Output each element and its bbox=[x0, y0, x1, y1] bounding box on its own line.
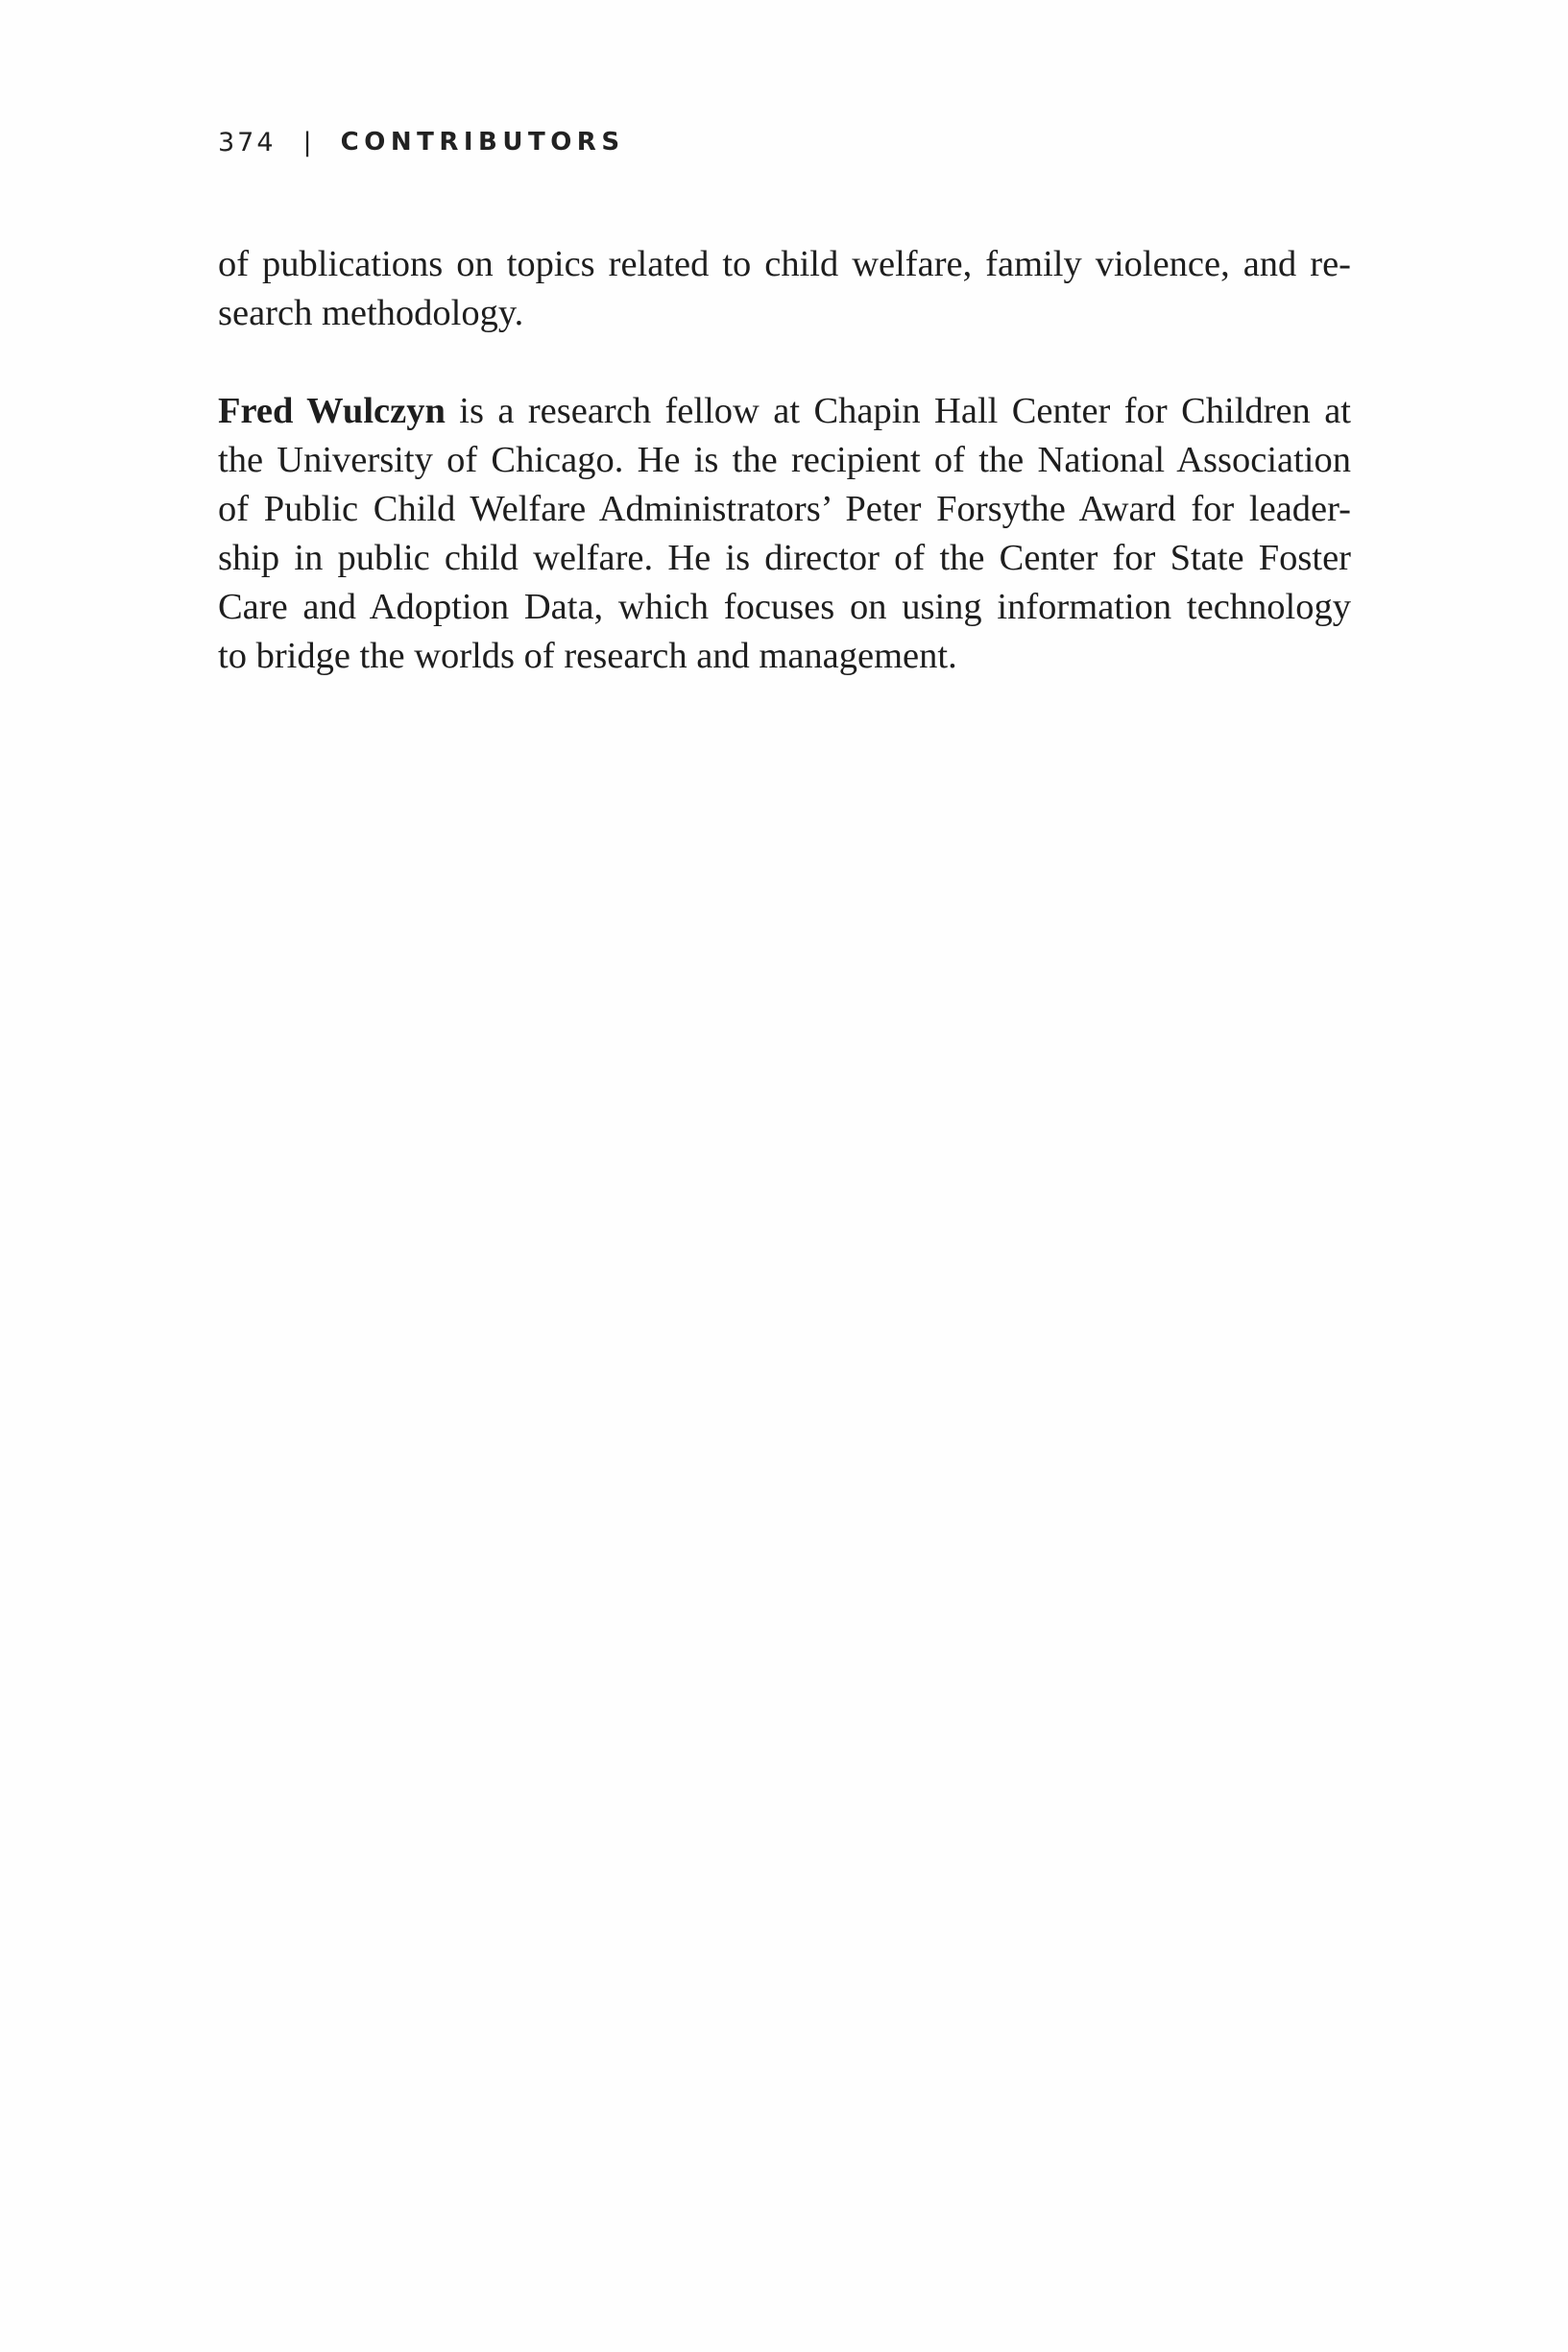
text-fragment: is a research fellow at Chapin Hall Center for Children at bbox=[445, 391, 1351, 431]
contributor-name: Fred Wulczyn bbox=[218, 391, 446, 431]
text-line: of publications on topics related to child welfare, family violence, and re- bbox=[218, 244, 1351, 284]
body-text bbox=[218, 240, 1351, 681]
text-line bbox=[218, 387, 1351, 436]
paragraph-continued bbox=[218, 240, 1351, 338]
text-line: ship in public child welfare. He is director of the Center for State Foster bbox=[218, 538, 1351, 578]
text-line: the University of Chicago. He is the recipient of the National Association bbox=[218, 440, 1351, 480]
contributor-bio bbox=[218, 387, 1351, 681]
running-head bbox=[218, 123, 625, 161]
text-line: of Public Child Welfare Administrators’ Peter Forsythe Award for leader- bbox=[218, 489, 1351, 529]
section-title: CONTRIBUTORS bbox=[340, 128, 625, 157]
text-line: Care and Adoption Data, which focuses on using information technology bbox=[218, 587, 1351, 627]
text-line: search methodology. bbox=[218, 293, 524, 333]
page-number: 374 bbox=[218, 127, 277, 158]
header-separator: | bbox=[302, 127, 312, 158]
text-line: to bridge the worlds of research and management. bbox=[218, 636, 957, 676]
